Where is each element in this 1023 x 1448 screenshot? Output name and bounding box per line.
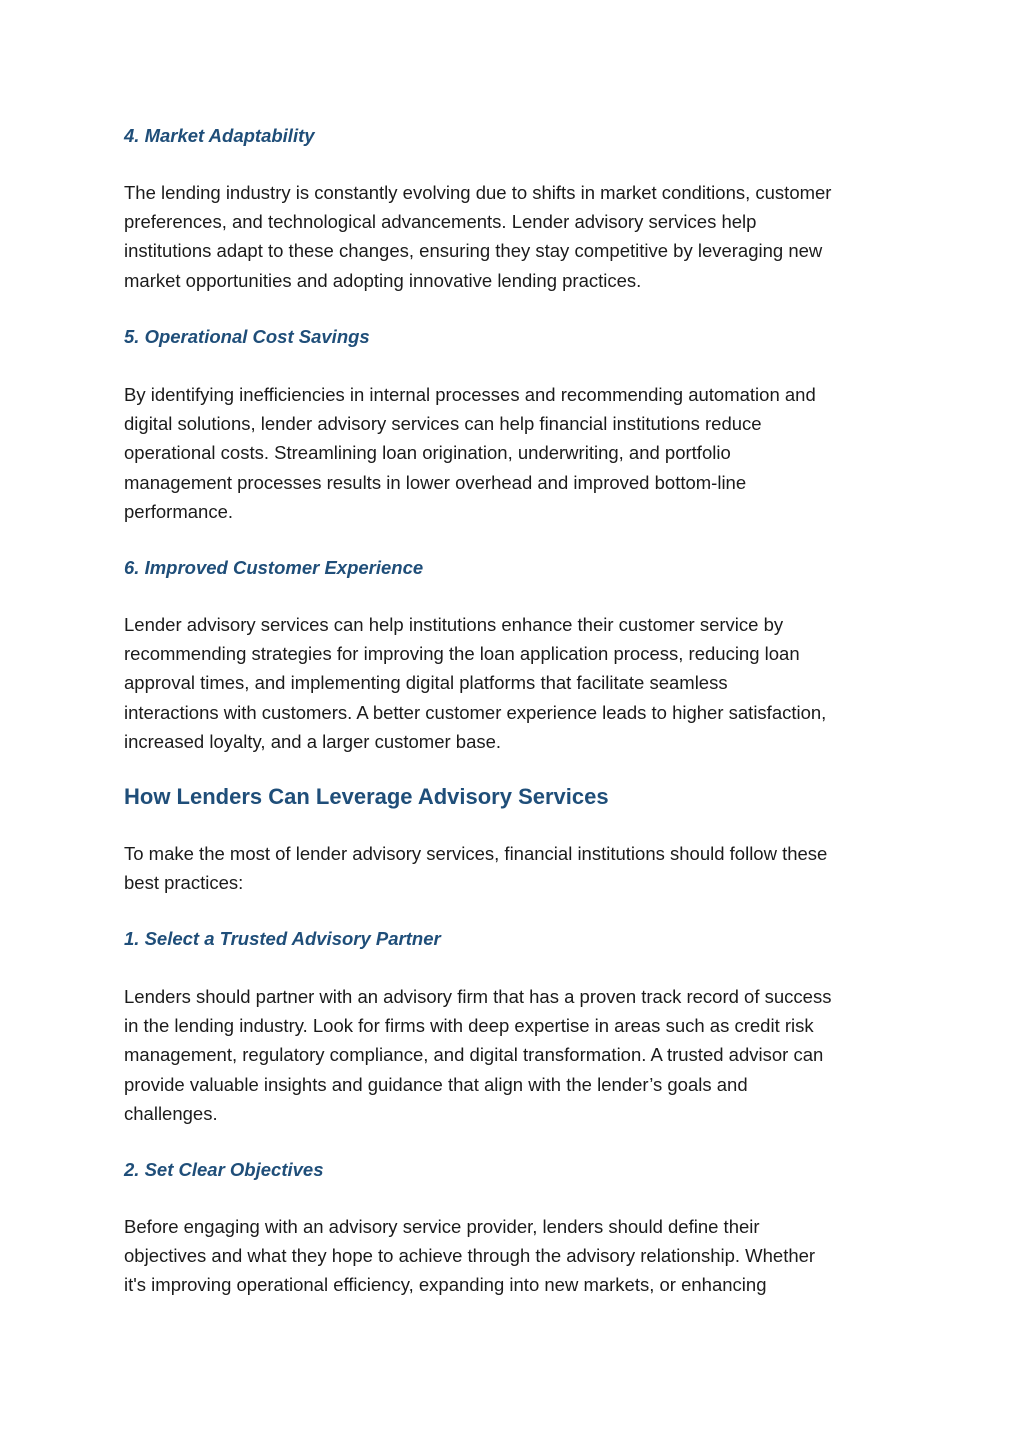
text-line: in the lending industry. Look for firms with deep expertise in areas such as credit risk [124,1015,814,1037]
paragraph-operational-cost-savings [124,380,914,526]
text-line: preferences, and technological advancements. Lender advisory services help [124,211,757,233]
section-heading-market-adaptability: 4. Market Adaptability [124,125,315,146]
paragraph-market-adaptability [124,178,914,295]
text-line: challenges. [124,1102,218,1124]
section-heading-improved-customer-experience: 6. Improved Customer Experience [124,557,424,578]
text-line: performance. [124,500,233,522]
practice-heading-clear-objectives: 2. Set Clear Objectives [124,1159,324,1180]
text-line: interactions with customers. A better customer experience leads to higher satisfaction, [124,701,827,723]
text-line: The lending industry is constantly evolving due to shifts in market conditions, customer [124,182,832,203]
text-line: institutions adapt to these changes, ensuring they stay competitive by leveraging new [124,240,823,262]
paragraph-clear-objectives [124,1212,914,1300]
main-heading: How Lenders Can Leverage Advisory Services [124,784,609,809]
text-line: To make the most of lender advisory services, financial institutions should follow these [124,843,828,864]
practice-heading-trusted-partner: 1. Select a Trusted Advisory Partner [124,928,441,949]
text-line: it's improving operational efficiency, expanding into new markets, or enhancing [124,1274,767,1296]
text-line: recommending strategies for improving the loan application process, reducing loan [124,643,800,665]
text-line: management processes results in lower overhead and improved bottom-line [124,471,747,493]
text-line: best practices: [124,872,244,894]
text-line: objectives and what they hope to achieve through the advisory relationship. Whether [124,1245,816,1267]
text-line: management, regulatory compliance, and digital transformation. A trusted advisor can [124,1044,824,1066]
text-line: By identifying inefficiencies in internal processes and recommending automation and [124,384,816,405]
text-line: Lender advisory services can help institutions enhance their customer service by [124,614,784,635]
text-line: operational costs. Streamlining loan origination, underwriting, and portfolio [124,442,731,464]
paragraph-improved-customer-experience [124,610,914,756]
text-line: Before engaging with an advisory service provider, lenders should define their [124,1216,760,1237]
paragraph-intro [124,839,914,897]
text-line: provide valuable insights and guidance that align with the lender’s goals and [124,1073,748,1095]
text-line: Lenders should partner with an advisory firm that has a proven track record of success [124,986,832,1007]
text-line: increased loyalty, and a larger customer base. [124,730,502,752]
section-heading-operational-cost-savings: 5. Operational Cost Savings [124,326,370,347]
paragraph-trusted-partner [124,982,914,1128]
text-line: approval times, and implementing digital platforms that facilitate seamless [124,672,728,694]
text-line: market opportunities and adopting innovative lending practices. [124,269,642,291]
text-line: digital solutions, lender advisory services can help financial institutions reduce [124,413,762,435]
